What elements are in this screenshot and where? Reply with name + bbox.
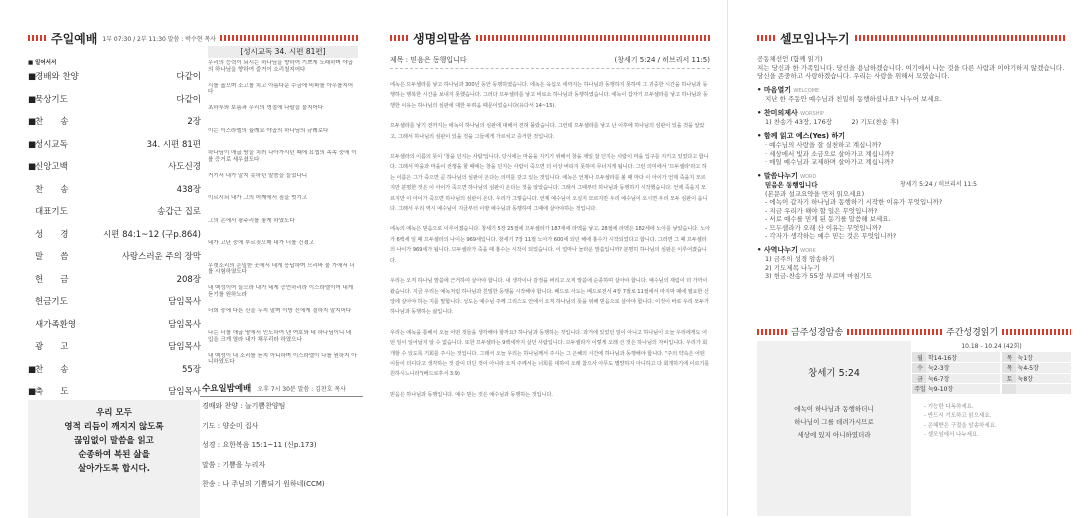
order-item-name: 축 도 xyxy=(35,387,69,397)
sermon-info xyxy=(390,55,710,69)
order-item-value: 2장 xyxy=(187,117,201,127)
bullet-icon: ■ xyxy=(28,139,37,150)
wednesday-item: 경배와 찬양 : 늘기쁨찬양팀 xyxy=(202,402,286,410)
order-item-value: 다같이 xyxy=(176,94,201,105)
order-row xyxy=(28,140,201,163)
sermon-reference: (창세기 5:24 / 히브리서 11:5) xyxy=(614,56,710,64)
responsive-reading-header: [성시교독 34. 시편 81편] xyxy=(208,46,358,58)
order-item-name: 새가족환영 xyxy=(35,319,77,330)
sermon-paragraph: 우리는 오직 하나님 말씀에 근거하여 살아야 합니다. 내 생각이나 감정을 버리고 오직 말씀에 순종하며 살아야 합니다. 예수님의 재림이 더 가까이 왔습니다. 지금 우리는 예녹처럼 하나님과 친밀한 동행을 시작해야 합니다. 베드로 사도는 베드로전서 4장 7절로 11절에서 마지막 때에 필요한 신앙에 살아야 하는 지를 말합니다. 성도는 예수님 주께 그리스도 안에서 오직 하나님의 뜻을 위해 믿음으로 살아야 합니다. 이것이 바로 우리 모두가 하나님과 동행하는 삶입니다. xyxy=(390,278,709,316)
section-line: 3) 헌금-찬송가 55장 부르며 마침기도 xyxy=(765,272,873,280)
order-row xyxy=(28,117,201,140)
order-item-name: 말 씀 xyxy=(35,252,69,262)
order-row xyxy=(28,275,201,298)
order-row xyxy=(28,162,201,185)
section-title xyxy=(757,172,1067,182)
order-row xyxy=(28,185,201,208)
worship-panel xyxy=(0,0,363,516)
section-title-text: 함께 읽고 예스(Yes) 하기 xyxy=(763,131,846,140)
reading-day: 목 xyxy=(1002,363,1016,374)
word-question: - 지금 우리가 해야 할 일은 무엇입니까? xyxy=(765,206,878,215)
reading-line: 그의 손에서 광주리를 놓게 하였도다 xyxy=(208,217,295,224)
order-item-value: 사도신경 xyxy=(168,162,201,172)
worship-header xyxy=(28,30,360,46)
order-row xyxy=(28,230,201,253)
section-title-text: 사역나누기 xyxy=(763,245,798,254)
section-line: 1) 찬송가 43장, 176장 2) 기도(찬송 후) xyxy=(765,118,899,126)
reading-day: 금 xyxy=(912,373,926,384)
section-title-text: 말씀나누기 xyxy=(763,171,798,180)
section-title xyxy=(757,86,1067,96)
order-item-value: 55장 xyxy=(181,364,201,375)
reading-date: 10.18 - 10.24 (42회) xyxy=(961,343,1022,350)
motto-box xyxy=(28,400,200,518)
reading-line: 이는 이스라엘의 율례요 야곱의 하나님의 규례로다 xyxy=(208,127,329,134)
sermon-subject: 제목 : 믿음은 동행입니다 xyxy=(390,56,467,64)
reading-line: 하나님이 애굽 땅을 치러 나아가시던 때에 요셉의 족속 중에 이를 증거로 세우셨도다 xyxy=(208,150,357,163)
memory-verse xyxy=(757,403,911,442)
reading-chapters: 눅4-5장 xyxy=(1016,363,1071,374)
reading-header xyxy=(912,325,1071,338)
order-item-value: 438장 xyxy=(176,184,201,195)
order-item-value: 사랑스러운 주의 장막 xyxy=(121,252,201,262)
section-bullet: • xyxy=(757,131,764,140)
reading-table xyxy=(912,352,1071,395)
order-item-name: 헌금기도 xyxy=(35,297,68,307)
reading-tip: - 은혜받은 구절을 암송하세요. xyxy=(924,422,997,429)
bullet-icon: ■ xyxy=(28,94,37,105)
reading-row xyxy=(912,352,1071,363)
section-title-text: 찬미의제사 xyxy=(763,108,798,117)
reading-chapters xyxy=(1016,384,1071,395)
header-deco xyxy=(855,35,1067,41)
section-line: 1) 금주의 성경 암송하기 xyxy=(765,255,835,263)
sermon-paragraph: 므두셀라를 낳기 전까지는 에녹이 하나님의 심판에 대해서 전혀 몰랐습니다. 그런데 므두셀라를 낳고 난 이후에 하나님의 심판이 있을 것을 알았고, 그래서 하나님의 심판이 있을 것을 그들에게 가르치고 증거한 것입니다. xyxy=(390,123,705,140)
order-item-value: 34. 시편 81편 xyxy=(146,139,201,150)
word-heading xyxy=(757,181,1067,190)
wednesday-item: 기도 : 양순미 집사 xyxy=(202,421,259,430)
motto-line: 순종하여 복된 삶을 xyxy=(78,450,150,460)
header-deco xyxy=(1002,329,1071,335)
wednesday-item: 성경 : 요한복음 15:1~11 (신p.173) xyxy=(202,441,317,449)
order-item-name: 경배와 찬양 xyxy=(35,72,79,82)
order-row xyxy=(28,252,201,275)
reading-chapters: 눅1장 xyxy=(1016,352,1071,363)
section-line: 지난 한 주동안 예수님과 친밀히 동행하셨나요? 나누어 보세요. xyxy=(765,95,942,103)
sermon-panel xyxy=(363,0,727,516)
bullet-icon: ■ xyxy=(28,364,37,375)
reading-row xyxy=(912,384,1071,395)
memory-verse-line: 하나님이 그를 데려가시므로 xyxy=(794,418,874,426)
word-ref: 창세기 5:24 / 히브리서 11:5 xyxy=(899,181,977,188)
reading-chapters: 눅2-3장 xyxy=(926,363,1000,374)
reading-line: 네가 고난 중에 부르짖으매 내가 너를 건졌고 xyxy=(208,240,315,246)
cell-panel xyxy=(727,0,1091,516)
memory-verse-line: 에녹이 하나님과 동행하더니 xyxy=(794,405,874,413)
cell-title: 셀모임나누기 xyxy=(780,31,850,46)
header-deco xyxy=(757,329,787,335)
header-deco xyxy=(757,35,775,41)
section-bullet: • xyxy=(757,85,764,94)
order-item-name: 성 경 xyxy=(35,229,69,240)
sermon-paragraph: 믿음은 하나님과 동행입니다. 예수 믿는 것은 예수님과 동행하는 것입니다. xyxy=(390,391,553,398)
header-deco xyxy=(847,329,911,335)
order-item-name: 성시교독 xyxy=(35,139,68,150)
bullet-icon: ■ xyxy=(28,60,34,66)
section-title-text: 마음열기 xyxy=(763,85,791,94)
responsive-reading xyxy=(208,60,358,375)
order-row xyxy=(28,320,201,343)
reading-line: 나는 너를 애굽 땅에서 인도하여 낸 여호와 네 하나님이니 네 입을 크게 열라 내가 채우리라 하였으나 xyxy=(208,330,352,343)
memory-title: 금주성경암송 xyxy=(791,328,844,338)
reading-chapters: 학14-16장 xyxy=(926,352,1000,363)
cell-header xyxy=(757,30,1067,46)
reading-tips xyxy=(912,403,1071,441)
section-title-en: WORK xyxy=(800,247,816,254)
header-deco xyxy=(476,35,710,41)
motto-line: 영적 리듬이 깨지지 않도록 xyxy=(64,422,164,432)
section-line: · 세상에서 빛과 소금으로 살아가고 계십니까? xyxy=(765,149,894,158)
word-question: - 서로 예수를 믿게 된 동기를 말씀해 보세요. xyxy=(765,215,891,223)
section-line: · 예수님의 사랑을 잘 실천하고 계십니까? xyxy=(765,141,882,149)
order-item-name: 신앙고백 xyxy=(35,162,68,172)
reading-line: 너희 중에 다른 신을 두지 말며 이방 신에게 절하지 말지어다 xyxy=(208,307,352,314)
worship-info: 1부 07:30 / 2부 11:30 말씀 : 박수현 목사 xyxy=(102,35,217,43)
reading-chapters: 눅6-7장 xyxy=(926,373,1000,384)
reading-line: 이르시되 내가 그의 어깨에서 짐을 벗기고 xyxy=(208,195,308,201)
word-title: 믿음은 동행입니다 xyxy=(765,181,818,189)
reading-day: 토 xyxy=(1002,373,1016,384)
cell-content xyxy=(757,55,1067,281)
reading-row xyxy=(912,373,1071,384)
reading-line: 우리의 능력이 되시는 하나님을 향하여 기쁘게 노래하며 야곱의 하나님을 향하여 즐거이 소리칠지어다 xyxy=(208,60,354,73)
order-item-name: 묵상기도 xyxy=(35,94,68,105)
order-item-name: 일어서서 xyxy=(35,60,57,66)
section-title xyxy=(757,109,1067,119)
header-deco xyxy=(390,35,408,41)
header-deco xyxy=(912,329,942,335)
wednesday-info: 오후 7시 30분 말씀 : 김찬호 목사 xyxy=(257,386,346,393)
reading-day xyxy=(1002,384,1016,395)
order-row xyxy=(28,365,201,388)
reading-title: 주간성경읽기 xyxy=(946,328,999,338)
reading-chapters: 눅9-10장 xyxy=(926,384,1000,395)
header-deco xyxy=(28,35,46,41)
reading-chapters: 눅8장 xyxy=(1016,373,1071,384)
order-item-value: 담임목사 xyxy=(168,342,201,352)
order-row xyxy=(28,207,201,230)
sermon-title: 생명의말씀 xyxy=(413,31,471,46)
sermon-paragraph: 우리는 에녹을 통해서 오늘 어떤 것들을 생각해야 할까요? 하나님과 동행하는 것입니다. 과거에 있었던 일이 아니고 하나님이 오늘 우리에게도 어떤 일이 일어날지 알 수 없습니다. 또한 므두셀라는 9백세까지 살던 사람입니다. 므두셀라가 이렇게 오래 산 것은 하나님의 자비입니다. 우리가 회개할 수 있도록 기회를 주시는 것입니다. 그래서 오늘 우리는 하나님께서 주시는 그 은혜의 시간에 하나님과 동행해야 합니다. "주의 약속은 어떤 이들이 더디다고 생각하는 것 같이 더딘 것이 아니라 오직 주께서는 너희를 대하여 오래 참으사 아무도 멸망하지 아니하고 다 회개하기에 이르기를 원하시느니라"(베드로후서 3:9) xyxy=(390,329,710,378)
wednesday-item: 말씀 : 기쁨을 누리자 xyxy=(202,460,266,469)
order-item-value: 담임목사 xyxy=(168,319,201,330)
order-row xyxy=(28,297,201,320)
reading-day: 목 xyxy=(1002,352,1016,363)
reading-day: 월 xyxy=(912,352,926,363)
wednesday-title: 수요일밤예배 xyxy=(202,384,252,394)
order-of-worship xyxy=(28,58,201,410)
memory-verse-line: 세상에 있지 아니하였더라 xyxy=(797,431,871,439)
bullet-icon: ■ xyxy=(28,162,37,172)
memory-ref: 창세기 5:24 xyxy=(808,368,860,379)
order-item-value: 208장 xyxy=(176,274,201,285)
reading-tip: - 반드시 기도하고 읽으세요. xyxy=(924,413,992,419)
order-item-value: 다같이 xyxy=(176,72,201,82)
motto-line: 살아가도록 합시다. xyxy=(78,464,150,474)
order-item-value: 담임목사 xyxy=(168,387,201,397)
sermon-paragraph: 에녹은 므두셀라를 낳고 하나님과 300년 동안 동행하였습니다. 에녹은 육십오 세까지는 하나님과 동행하지 못하며 그 귀중한 시간을 하나님과 동행하는 행복한 시간을 보내지 못했습니다. 그러다 므두셀라를 낳고 비로소 하나님과 동행하였습니다. 에녹이 갑자기 므두셀라를 낳고 하나님과 동행한 이유는 하나님의 심판에 대한 두려움 때문이었습니다(유다서 14~15). xyxy=(390,82,708,109)
order-item-name: 대표기도 xyxy=(35,207,68,217)
reading-line: 거기서 내가 알지 못하던 말씀을 들었나니 xyxy=(208,172,308,179)
order-row xyxy=(28,72,201,95)
reading-tip: - 셀모임에서 나누세요. xyxy=(924,432,980,438)
order-item-name: 광 고 xyxy=(35,342,69,352)
reading-day: 주일 xyxy=(912,384,926,395)
intro-text: 저는 당신과 한 가족입니다. 당신을 용납하겠습니다. 여기에서 나눈 것을 다른 사람과 이야기하지 않겠습니다. 당신을 존중하고 사랑하겠습니다. 우리는 사랑을 위해서 모였습니다. xyxy=(757,63,1065,80)
section-line: · 매일 예수님과 교제하며 살아가고 계십니까? xyxy=(765,158,894,166)
bullet-icon: ■ xyxy=(28,72,37,82)
section-title-en: WORSHIP xyxy=(800,110,824,117)
order-item-value: 시편 84:1~12 (구p.864) xyxy=(102,229,201,240)
order-row xyxy=(28,58,201,72)
reading-row xyxy=(912,363,1071,374)
order-item-name: 찬 송 xyxy=(35,117,69,127)
section-title xyxy=(757,246,1067,256)
intro-title: 공동체선언 (함께 읽기) xyxy=(757,55,823,63)
section-line: 2) 기도제목 나누기 xyxy=(765,263,820,272)
motto-line: 우리 모두 xyxy=(96,408,132,418)
section-bullet: • xyxy=(757,108,764,117)
order-item-name: 헌 금 xyxy=(35,274,69,285)
word-question: - 에녹이 갑자기 하나님과 동행하기 시작한 이유가 무엇입니까? xyxy=(765,198,943,206)
wednesday-service xyxy=(200,382,363,495)
reading-line: 우렛소리의 은밀한 곳에서 네게 응답하며 므리바 물 가에서 너를 시험하였도다 xyxy=(208,262,355,276)
memory-header xyxy=(757,325,911,338)
motto-line: 끊임없이 말씀을 읽고 xyxy=(74,436,154,446)
section-title-en: WORD xyxy=(800,173,817,180)
reading-line: 시를 읊으며 소고를 치고 아름다운 수금에 비파를 아우를지어다 xyxy=(208,82,354,96)
bullet-icon: ■ xyxy=(28,117,37,127)
section-bullet: • xyxy=(757,171,764,180)
word-question: - 각자가 생각하는 예수 믿는 것은 무엇입니까? xyxy=(765,232,897,240)
sermon-body xyxy=(390,80,710,410)
word-question: - 므두셀라가 오래 산 이유는 무엇입니까? xyxy=(765,223,882,232)
order-item-value: 담임목사 xyxy=(168,297,201,307)
order-row xyxy=(28,342,201,365)
section-bullet: • xyxy=(757,245,764,254)
worship-title: 주일예배 xyxy=(51,31,98,46)
header-deco xyxy=(220,35,360,41)
wednesday-item: 찬송 : 나 주님의 기쁨되기 원하네(CCM) xyxy=(202,480,325,488)
sermon-paragraph: 에녹의 에녹은 믿음으로 이루어졌습니다. 창세기 5장 25절에 므두셀라가 187세에 라멕을 낳고, 28절에 라멕은 182세에 노아를 낳았습니다. 노아가 6백세 일 때 므두셀라의 나이는 969세입니다. 창세기 7장 11절 노아가 600세 되던 해에 홍수가 시작되었다고 합니다. 그러면 그 때 므두셀라의 나이가 969세가 됩니다. 므두셀라가 죽을 때 홍수는 시작이 되었습니다. 이 얼마나 놀라운 말씀입니까? 분명히 하나님의 심판은 이루어졌습니다. xyxy=(390,226,711,264)
word-question: (본문과 설교요약을 먼저 읽으세요) xyxy=(765,189,865,198)
reading-day: 수 xyxy=(912,363,926,374)
order-item-value: 송갑근 집로 xyxy=(157,207,201,217)
reading-line: 내 백성이 내 소리를 듣지 아니하며 이스라엘이 나를 원하지 아니하였도다 xyxy=(208,352,357,366)
section-title-en: WELCOME xyxy=(793,87,820,94)
bible-reading-box xyxy=(912,328,1071,441)
sermon-paragraph: 므두셀라의 이름의 뜻이 '창을 던지는 사람'입니다. 당시에는 마을을 지키기 위해서 창을 제일 잘 던지는 사람이 마을 입구를 지키고 있었다고 합니다. 그래서 마을과 마을이 전쟁을 할 때에는 창을 던지는 사람이 죽으면 더 이상 버티지 못하여 무너지게 됩니다. 그런 의미에서 '므두셀라'라고 하는 이름은 그가 죽으면 곧 하나님의 심판이 온다는 의미를 갖고 있는 것입니다. 에녹은 언제나 므두셀라를 볼 때 마다 이 아이가 언제 죽을지 모르지만 분명한 것은 이 아이가 죽으면 하나님의 심판이 온다는 것을 알았습니다. 그래서 그때부터 하나님과 동행하기 시작했습니다. 언제 죽을지 모르지만 이 아이가 죽으면 하나님의 심판이 온다. 우리가 그렇습니다. 언제 예수님이 오실지 모르지만 우리 예수님이 오시면 우리 모두 심판이 옵니다. 그래서 우리 역시 예수님이 지금부터 이땅 예수님과 동행하며 그때에 살아야하는 것입니다. xyxy=(390,154,709,213)
sermon-header xyxy=(390,30,710,46)
reading-tip: - 기능한 다독하세요. xyxy=(924,403,974,410)
reading-line: 내 백성이여 들으라 내가 네게 증언하리라 이스라엘이여 내게 듣기를 원하노라 xyxy=(208,285,354,298)
bullet-icon: ■ xyxy=(28,387,37,397)
order-item-name: 찬 송 xyxy=(35,364,69,375)
section-title xyxy=(757,132,1067,142)
reading-line: 초하루와 보름과 우리의 명절에 나팔을 불지어다 xyxy=(208,105,324,111)
order-row xyxy=(28,95,201,118)
memory-verse-box xyxy=(757,328,911,516)
order-item-name: 찬 송 xyxy=(35,184,69,195)
